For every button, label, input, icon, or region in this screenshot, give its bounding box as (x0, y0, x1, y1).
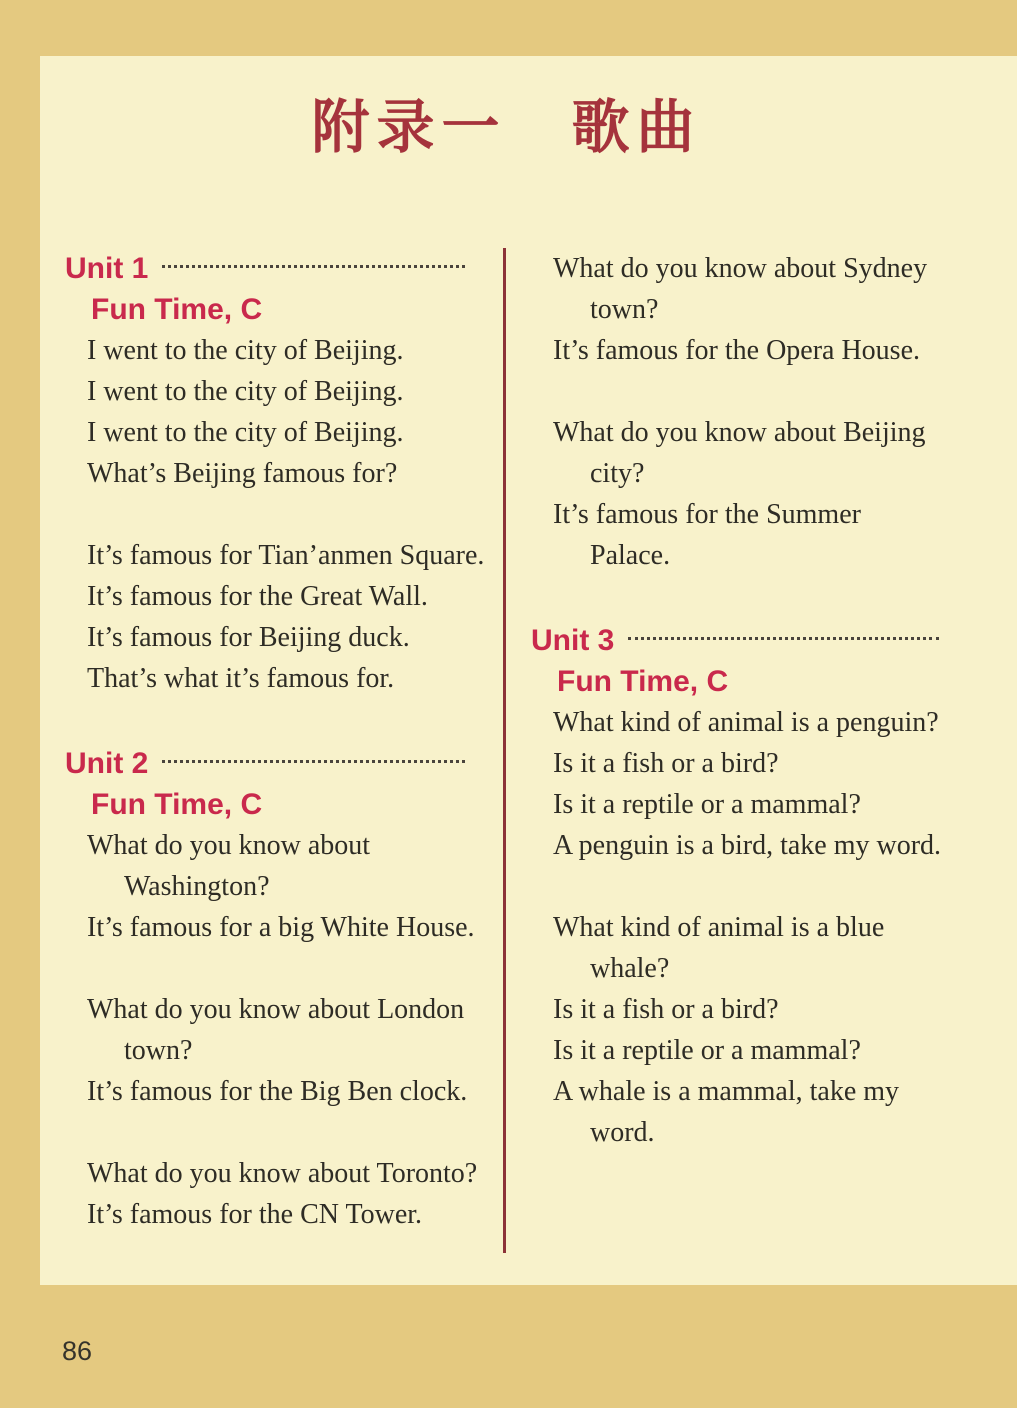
lyric-line: It’s famous for Beijing duck. (87, 622, 410, 653)
stanza (531, 907, 941, 1153)
unit-label: Unit 2 (65, 747, 149, 780)
unit-heading (65, 743, 467, 784)
stanza (531, 412, 941, 576)
right-column (503, 248, 1017, 1253)
lyric-line: What do you know about Beijing (553, 417, 926, 448)
unit-subtitle: Fun Time, C (91, 293, 263, 326)
lyric-line: Is it a reptile or a mammal? (553, 789, 861, 820)
stanza (65, 535, 485, 699)
lyric-line: What kind of animal is a blue (553, 912, 885, 943)
stanza (531, 248, 941, 371)
stanza (65, 825, 475, 948)
stanza (531, 702, 941, 866)
dotted-leader (162, 265, 465, 268)
lyric-line: What do you know about Toronto? (87, 1158, 478, 1189)
lyric-line: Is it a reptile or a mammal? (553, 1035, 861, 1066)
lyric-line: word. (590, 1117, 655, 1148)
unit-subtitle: Fun Time, C (557, 665, 729, 698)
stanza (65, 330, 467, 494)
lyric-line: What’s Beijing famous for? (87, 458, 398, 489)
lyric-line: city? (590, 458, 645, 489)
lyric-line: Is it a fish or a bird? (553, 748, 779, 779)
stanza (65, 1153, 478, 1235)
lyric-line: Washington? (124, 871, 270, 902)
lyric-line: It’s famous for the CN Tower. (87, 1199, 423, 1230)
dotted-leader (628, 637, 939, 640)
lyric-line: Is it a fish or a bird? (553, 994, 779, 1025)
stanza (65, 989, 467, 1112)
lyric-line: What do you know about Sydney (553, 253, 928, 284)
left-column (40, 248, 503, 1253)
unit-heading (65, 248, 467, 289)
dotted-leader (162, 760, 465, 763)
lyric-line: It’s famous for Tian’anmen Square. (87, 540, 485, 571)
lyrics-columns (40, 248, 1017, 1253)
lyric-line: I went to the city of Beijing. (87, 335, 404, 366)
lyric-line: town? (124, 1035, 193, 1066)
lyric-line: A penguin is a bird, take my word. (553, 830, 942, 861)
lyric-line: I went to the city of Beijing. (87, 376, 404, 407)
lyric-line: What kind of animal is a penguin? (553, 707, 939, 738)
page-number: 86 (62, 1336, 93, 1366)
lyric-line: What do you know about London (87, 994, 465, 1025)
lyric-line: It’s famous for the Big Ben clock. (87, 1076, 468, 1107)
lyric-line: It’s famous for the Great Wall. (87, 581, 428, 612)
page-panel (40, 56, 1017, 1285)
lyric-line: I went to the city of Beijing. (87, 417, 404, 448)
lyric-line: It’s famous for a big White House. (87, 912, 475, 943)
lyric-line: A whale is a mammal, take my (553, 1076, 900, 1107)
lyric-line: It’s famous for the Opera House. (553, 335, 921, 366)
unit-label: Unit 1 (65, 252, 149, 285)
lyric-line: Palace. (590, 540, 671, 571)
lyric-line: whale? (590, 953, 670, 984)
lyric-line: town? (590, 294, 659, 325)
lyric-line: What do you know about (87, 830, 371, 861)
lyric-line: It’s famous for the Summer (553, 499, 861, 530)
unit-subtitle: Fun Time, C (91, 788, 263, 821)
unit-heading (531, 620, 941, 661)
lyric-line: That’s what it’s famous for. (87, 663, 395, 694)
unit-label: Unit 3 (531, 624, 615, 657)
page-title: 附录一 歌曲 (311, 93, 702, 161)
